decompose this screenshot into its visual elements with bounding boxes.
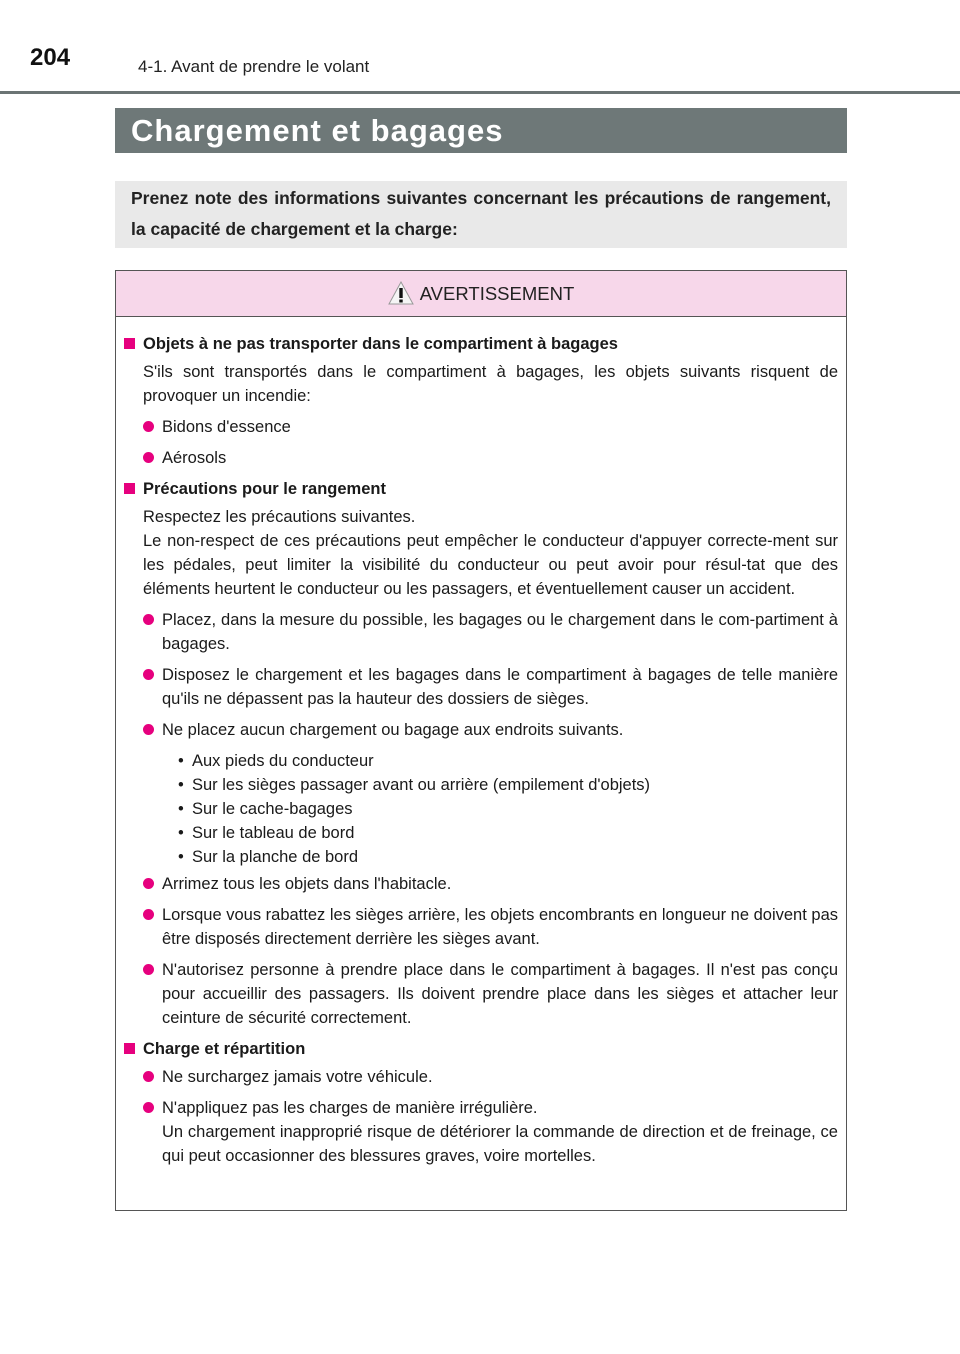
page-title: Chargement et bagages (115, 108, 847, 153)
square-marker-icon (124, 483, 135, 494)
bullet-dot-icon (143, 909, 154, 920)
warning-header (116, 271, 846, 317)
warning-triangle-icon (388, 281, 414, 305)
paragraph: Respectez les précautions suivantes. (143, 508, 416, 526)
bullet-text (162, 1096, 838, 1168)
bullet-text: Ne surchargez jamais votre véhicule. (162, 1068, 433, 1086)
bullet-text: Disposez le chargement et les bagages dans le compartiment à bagages de telle manière qu'ils ne dépassent pas la hauteur des dossiers de sièges. (162, 666, 838, 708)
bullet-text: N'autorisez personne à prendre place dans le compartiment à bagages. Il n'est pas conçu pour accueillir des passagers. Ils doivent prendre place dans les sièges et attacher leur ceinture de sécurité correctement. (162, 961, 838, 1027)
bullet-dot-icon (143, 1071, 154, 1082)
warning-label: AVERTISSEMENT (419, 282, 575, 304)
heading-text: Précautions pour le rangement (143, 480, 386, 498)
sub-item-text: Sur le cache-bagages (192, 800, 353, 818)
bullet-item (143, 1065, 838, 1089)
bullet-item (143, 872, 838, 896)
bullet-text: Ne placez aucun chargement ou bagage aux endroits suivants. (162, 721, 624, 739)
bullet-item (143, 663, 838, 711)
warning-body (116, 317, 846, 1168)
page-number: 204 (30, 44, 71, 71)
bullet-item (143, 415, 838, 439)
bullet-item (143, 718, 838, 742)
bullet-text: Placez, dans la mesure du possible, les bagages ou le chargement dans le com-partiment à bagages. (162, 611, 838, 653)
sub-list-item: • Sur le cache-bagages (178, 797, 838, 821)
bullet-dot-icon (143, 724, 154, 735)
bullet-item (143, 958, 838, 1030)
bullet-text: Lorsque vous rabattez les sièges arrière, les objets encombrants en longueur ne doivent pas être disposés directement derrière les sièges avant. (162, 906, 838, 948)
bullet-dot-icon (143, 452, 154, 463)
sub-item-text: Sur la planche de bord (192, 848, 359, 866)
bullet-dot-icon (143, 669, 154, 680)
bullet-dot-icon (143, 421, 154, 432)
bullet-dot-icon (143, 878, 154, 889)
bullet-item (143, 903, 838, 951)
heading-text: Objets à ne pas transporter dans le compartiment à bagages (143, 335, 618, 353)
sub-list-item: • Sur les sièges passager avant ou arrière (empilement d'objets) (178, 773, 838, 797)
bullet-text-line: N'appliquez pas les charges de manière irrégulière. (162, 1099, 538, 1117)
sub-item-text: Aux pieds du conducteur (192, 752, 374, 770)
paragraph: S'ils sont transportés dans le compartiment à bagages, les objets suivants risquent de provoquer un incendie: (143, 363, 838, 405)
section-heading (124, 332, 838, 356)
sub-list-item: • Sur la planche de bord (178, 845, 838, 869)
bullet-item (143, 608, 838, 656)
bullet-text: Bidons d'essence (162, 418, 291, 436)
section-heading (124, 477, 838, 501)
bullet-text: Arrimez tous les objets dans l'habitacle. (162, 875, 452, 893)
sub-list-item: • Aux pieds du conducteur (178, 749, 838, 773)
warning-box (115, 270, 847, 1211)
bullet-dot-icon (143, 614, 154, 625)
paragraph: Le non-respect de ces précautions peut empêcher le conducteur d'appuyer correcte-ment sur les pédales, peut limiter la visibilité du conducteur ou peut avoir pour résul-tat que des éléments heurtent le conducteur ou les passagers, et éventuellement causer un accident. (143, 532, 838, 598)
sub-list (178, 749, 838, 869)
section-heading (124, 1037, 838, 1061)
sub-list-item: • Sur le tableau de bord (178, 821, 838, 845)
bullet-item (143, 1096, 838, 1168)
header-rule (0, 91, 960, 94)
heading-text: Charge et répartition (143, 1040, 306, 1058)
intro-box: Prenez note des informations suivantes concernant les précautions de rangement, la capacité de chargement et la charge: (115, 181, 847, 248)
sub-item-text: Sur le tableau de bord (192, 824, 355, 842)
section-header: 4-1. Avant de prendre le volant (138, 57, 370, 76)
sub-item-text: Sur les sièges passager avant ou arrière (empilement d'objets) (192, 776, 651, 794)
bullet-text-line: Un chargement inapproprié risque de détériorer la commande de direction et de freinage, ce qui peut occasionner des blessures graves, voire mortelles. (162, 1123, 838, 1165)
bullet-item (143, 446, 838, 470)
square-marker-icon (124, 1043, 135, 1054)
bullet-dot-icon (143, 1102, 154, 1113)
bullet-dot-icon (143, 964, 154, 975)
square-marker-icon (124, 338, 135, 349)
bullet-text: Aérosols (162, 449, 227, 467)
